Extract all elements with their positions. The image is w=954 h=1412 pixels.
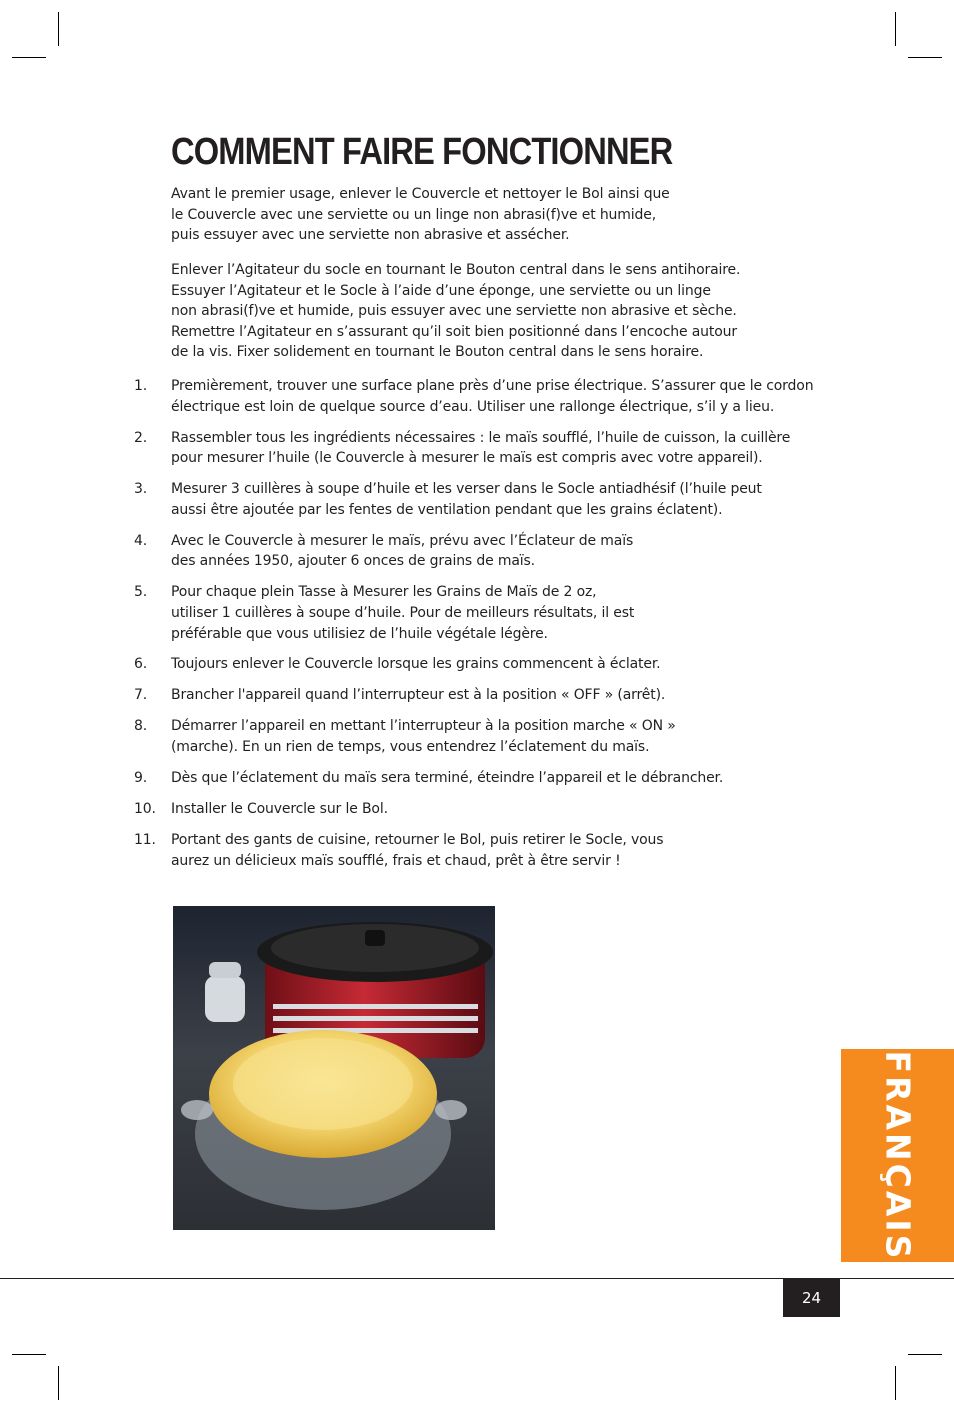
language-tab — [841, 1049, 954, 1262]
step-text: Mesurer 3 cuillères à soupe d’huile et les verser dans le Socle antiadhésif (l’huile peut aussi être ajoutée par les fentes de ventilation pendant que les grains éclatent). — [171, 481, 762, 518]
step-text: Portant des gants de cuisine, retourner le Bol, puis retirer le Socle, vous aurez un délicieux maïs soufflé, frais et chaud, prêt à être servir ! — [171, 832, 664, 869]
step-number: 6. — [134, 656, 148, 673]
step-item — [0, 685, 954, 706]
language-tab-label: FRANÇAIS — [878, 1050, 917, 1261]
step-number: 11. — [134, 832, 156, 848]
step-number: 9. — [134, 770, 148, 787]
crop-mark — [895, 12, 896, 46]
intro-paragraph: Avant le premier usage, enlever le Couvercle et nettoyer le Bol ainsi que le Couvercle avec une serviette ou un linge non abrasi(f)ve et humide, puis essuyer avec une serviette non abrasive et assécher. — [171, 186, 670, 244]
step-text: Dès que l’éclatement du maïs sera terminé, éteindre l’appareil et le débrancher. — [171, 770, 724, 787]
step-item — [0, 716, 954, 757]
step-number: 1. — [134, 378, 148, 394]
product-photo — [173, 906, 495, 1230]
step-item — [0, 428, 954, 469]
crop-mark — [908, 1354, 942, 1355]
step-item — [0, 830, 954, 871]
step-item — [0, 582, 954, 644]
step-item — [0, 799, 954, 820]
page-number: 24 — [783, 1279, 840, 1317]
step-text: Démarrer l’appareil en mettant l’interrupteur à la position marche « ON » (marche). En un rien de temps, vous entendrez l’éclatement du maïs. — [171, 718, 676, 756]
step-text: Avec le Couvercle à mesurer le maïs, prévu avec l’Éclateur de maïs des années 1950, ajouter 6 onces de grains de maïs. — [171, 532, 634, 570]
step-number: 4. — [134, 532, 148, 549]
step-number: 7. — [134, 687, 148, 704]
instruction-steps-list — [0, 376, 954, 882]
step-number: 8. — [134, 718, 148, 735]
step-item — [0, 768, 954, 789]
step-number: 10. — [134, 801, 156, 818]
crop-mark — [12, 57, 46, 58]
crop-mark — [58, 1366, 59, 1400]
step-item — [0, 479, 954, 520]
step-number: 2. — [134, 429, 148, 446]
step-item — [0, 531, 954, 572]
step-number: 3. — [134, 481, 148, 498]
step-text: Pour chaque plein Tasse à Mesurer les Grains de Maïs de 2 oz, utiliser 1 cuillères à soupe d’huile. Pour de meilleurs résultats, il est préférable que vous utilisiez de l’huile végétale légère. — [171, 584, 635, 642]
crop-mark — [908, 57, 942, 58]
salt-shaker — [205, 962, 245, 1022]
step-text: Premièrement, trouver une surface plane près d’une prise électrique. S’assurer que le cordon électrique est loin de quelque source d’eau. Utiliser une rallonge électrique, s’il y a lieu. — [171, 378, 814, 415]
step-text: Brancher l'appareil quand l’interrupteur est à la position « OFF » (arrêt). — [171, 687, 666, 704]
page-title: COMMENT FAIRE FONCTIONNER — [171, 131, 673, 173]
crop-mark — [895, 1366, 896, 1400]
step-text: Rassembler tous les ingrédients nécessaires : le maïs soufflé, l’huile de cuisson, la cuillère pour mesurer l’huile (le Couvercle à mesurer le maïs est compris avec votre appareil). — [171, 429, 791, 467]
step-text: Toujours enlever le Couvercle lorsque les grains commencent à éclater. — [171, 656, 661, 673]
cleaning-paragraph: Enlever l’Agitateur du socle en tournant le Bouton central dans le sens antihoraire. Essuyer l’Agitateur et le Socle à l’aide d’une éponge, une serviette ou un linge non abrasi(f)ve et humide, puis essuyer avec une serviette non abrasive et sèche. Remettre l’Agitateur en s’assurant qu’il soit bien positionné dans l’encoche autour de la vis. Fixer solidement en tournant le Bouton central dans le sens horaire. — [171, 262, 741, 361]
step-text: Installer le Couvercle sur le Bol. — [171, 801, 388, 818]
crop-mark — [12, 1354, 46, 1355]
crop-mark — [58, 12, 59, 46]
step-number: 5. — [134, 584, 148, 601]
step-item — [0, 654, 954, 675]
step-item — [0, 376, 954, 417]
